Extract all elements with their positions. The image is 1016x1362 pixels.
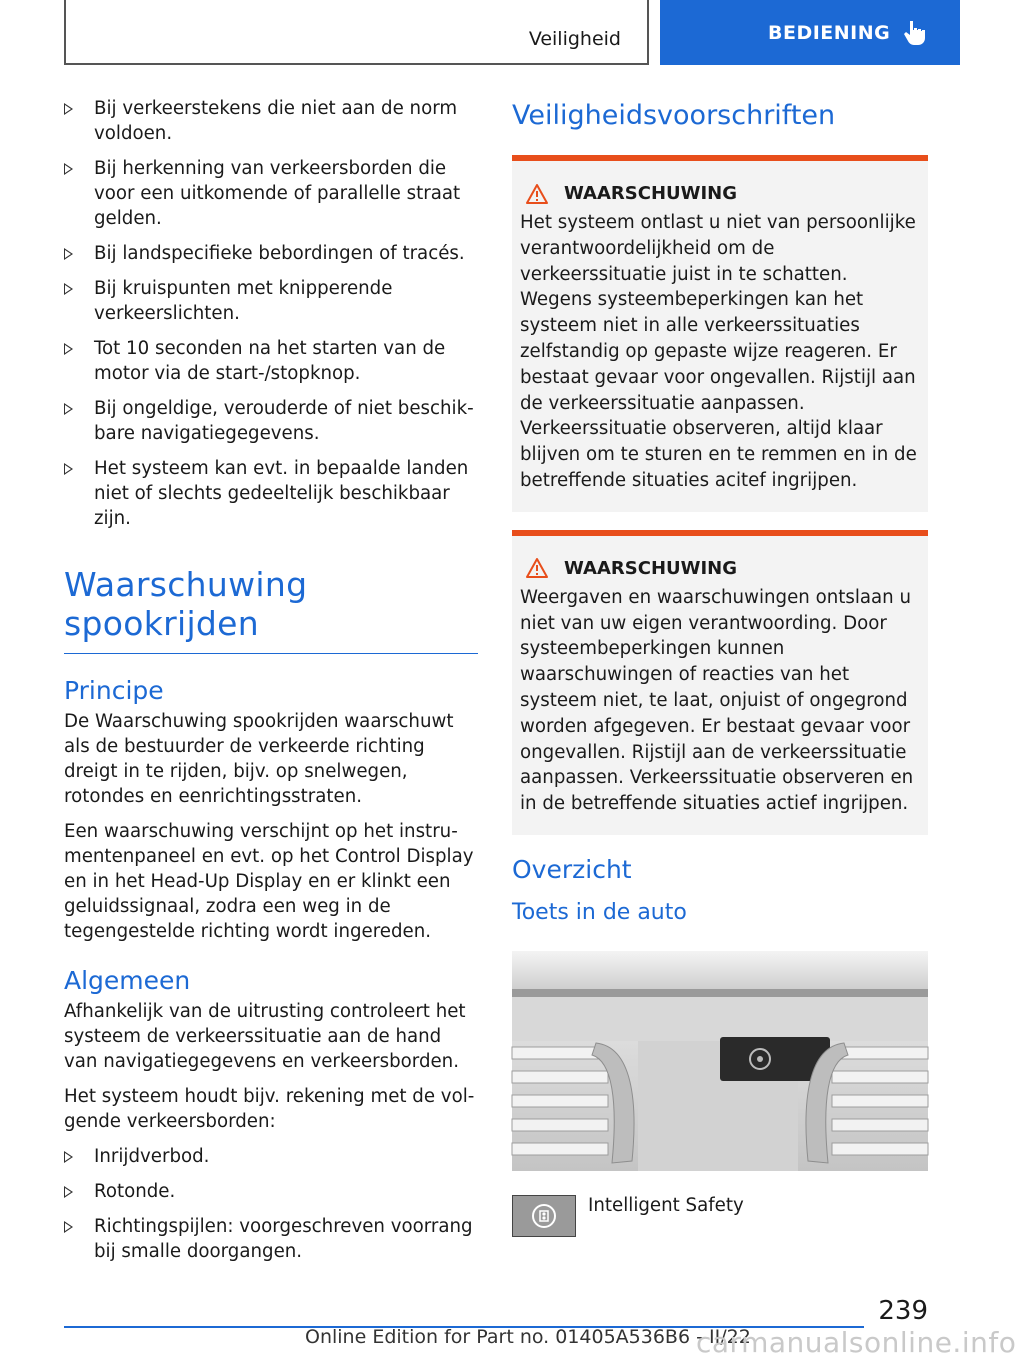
warning-triangle-icon: [526, 184, 548, 204]
page-number: 239: [878, 1296, 928, 1326]
bullet-triangle-icon: [64, 1221, 73, 1233]
subheading-overzicht: Overzicht: [512, 854, 632, 884]
chapter-label: BEDIENING: [768, 21, 891, 44]
pointing-hand-icon: [904, 20, 928, 46]
watermark: carmanualsonline.info: [696, 1326, 1016, 1359]
warning-box: [512, 530, 928, 835]
footer-edition: Online Edition for Part no. 01405A536B6 - II/22: [305, 1326, 751, 1348]
warning-text: Weergaven en waarschuwingen ontslaan u niet van uw eigen verantwoording. Door systeembeperkingen kunnen waarschuwingen of reacties van het systeem niet, te laat, onjuist of ongegrond worden afgegeven. Er bestaat gevaar voor ongevallen. Rijstijl aan de verkeerssituatie aanpassen. Verkeerssituatie observeren en in de betreffende situaties actief ingrijpen.: [520, 586, 914, 815]
list-item: Bij herkenning van verkeersborden die voor een uitkomende of parallelle straat gelden.: [64, 156, 478, 231]
list-item: Bij ongeldige, verouderde of niet beschikbare navigatiegegevens.: [64, 396, 478, 446]
warning-title: WAARSCHUWING: [520, 558, 920, 579]
section-heading: Waarschuwing spookrijden: [64, 565, 478, 654]
key-legend: [512, 1195, 928, 1237]
left-column: [64, 96, 478, 1274]
list-item: Richtingspijlen: voorgeschreven voorrang bij smalle doorgangen.: [64, 1214, 478, 1264]
warning-title: WAARSCHUWING: [520, 183, 920, 204]
bullet-triangle-icon: [64, 463, 73, 475]
bullet-triangle-icon: [64, 163, 73, 175]
dashboard-photo: [512, 951, 928, 1171]
paragraph: Een waarschuwing verschijnt op het instrumentenpaneel en evt. op het Control Display en in het Head-Up Display en er klinkt een geluidssignaal, zodra een weg in de tegengestelde richting wordt ingereden.: [64, 821, 474, 942]
list-item: Bij verkeerstekens die niet aan de norm voldoen.: [64, 96, 478, 146]
warning-box: [512, 155, 928, 512]
paragraph: Afhankelijk van de uitrusting controleert het systeem de verkeerssituatie aan de hand van navigatiegegevens en verkeersborden.: [64, 1001, 466, 1072]
bullet-triangle-icon: [64, 1186, 73, 1198]
bullet-triangle-icon: [64, 248, 73, 260]
section-heading: Veiligheidsvoorschriften: [512, 100, 836, 131]
bullet-triangle-icon: [64, 343, 73, 355]
list-item: Het systeem kan evt. in bepaalde landen niet of slechts gedeeltelijk beschikbaar zijn.: [64, 456, 478, 531]
right-column: [512, 96, 928, 1237]
list-item: Bij landspecifieke bebordingen of tracés.: [64, 241, 478, 266]
list-item: Inrijdverbod.: [64, 1144, 478, 1169]
subheading-algemeen: Algemeen: [64, 966, 191, 995]
paragraph: Het systeem houdt bijv. rekening met de volgende verkeersborden:: [64, 1086, 475, 1132]
warning-triangle-icon: [526, 558, 548, 578]
bullet-triangle-icon: [64, 103, 73, 115]
bullet-triangle-icon: [64, 1151, 73, 1163]
subheading-principe: Principe: [64, 676, 164, 705]
intelligent-safety-button: [512, 1195, 576, 1237]
list-item: Bij kruispunten met knipperende verkeerslichten.: [64, 276, 478, 326]
bullet-triangle-icon: [64, 403, 73, 415]
subheading-toets: Toets in de auto: [512, 899, 687, 925]
list-item: Tot 10 seconden na het starten van de motor via de start-/stopknop.: [64, 336, 478, 386]
key-label: Intelligent Safety: [588, 1194, 744, 1216]
list-item: Rotonde.: [64, 1179, 478, 1204]
header-frame: [64, 0, 649, 65]
paragraph: De Waarschuwing spookrijden waarschuwt als de bestuurder de verkeerde richting dreigt in te rijden, bijv. op snelwegen, rotondes en eenrichtingsstraten.: [64, 711, 454, 807]
intelligent-safety-icon: [531, 1203, 557, 1229]
bullet-triangle-icon: [64, 283, 73, 295]
section-title: Veiligheid: [528, 28, 621, 50]
warning-text: Het systeem ontlast u niet van persoonlijke verantwoordelijkheid om de verkeerssituatie juist in te schatten. Wegens systeembeperkingen kan het systeem niet in alle verkeerssituaties zelfstandig op gepaste wijze reageren. Er bestaat gevaar voor ongevallen. Rijstijl aan de verkeerssituatie aanpassen. Verkeerssituatie observeren, altijd klaar blijven om te sturen en te remmen en in de betreffende situaties acitef ingrijpen.: [520, 212, 917, 491]
chapter-tab[interactable]: [660, 0, 960, 65]
